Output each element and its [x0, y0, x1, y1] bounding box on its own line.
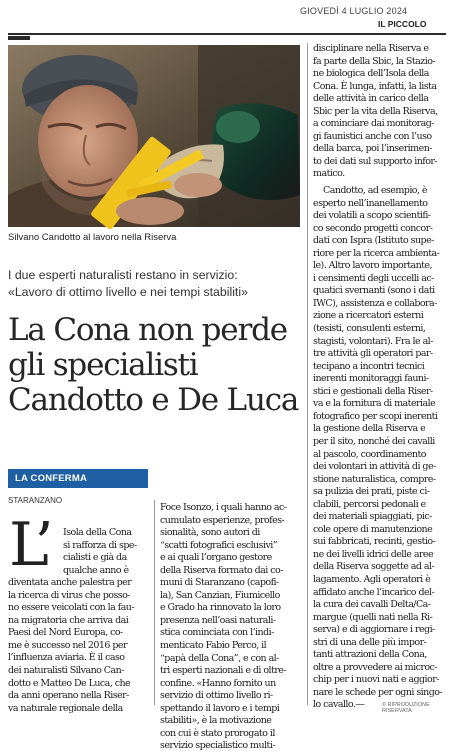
body-text-line: affidato anche l’incarico del- [313, 586, 435, 598]
body-text-line: tri esperti nazionali e di oltre- [160, 665, 287, 677]
body-text-line: sionalità, sono autori di [160, 527, 260, 539]
body-text-line: i censimenti degli uccelli ac- [313, 272, 434, 284]
body-text-line: della barca, poi l’inserimen- [313, 143, 432, 155]
body-text-line: ne dei livelli idrici delle aree [313, 548, 434, 560]
body-text-line: sui fabbricati, recinti, gestio- [313, 536, 436, 548]
body-text-line: qualche anno è [63, 564, 129, 576]
body-text-line: a cominciare dai monitorag- [313, 118, 434, 130]
body-text-line: Cona. È lunga, infatti, la lista [313, 80, 437, 92]
header-accent-bar [8, 36, 30, 40]
body-text-line: oltre a provvedere ai microc- [313, 661, 437, 673]
body-column-2 [160, 502, 303, 753]
body-text-line: dei materiali spiaggiati, pic- [313, 511, 432, 523]
body-text-line: nare le schede per ogni singo- [313, 686, 443, 698]
body-text-line: to dei dati sul supporto infor- [313, 155, 438, 167]
body-text-line: “papà della Cona”, e con al- [160, 652, 279, 664]
column-divider [154, 500, 155, 705]
article-photo [8, 45, 300, 227]
body-text-line: si rafforza di spe- [63, 539, 137, 551]
body-text-line: IWC), assistenza e collabora- [313, 297, 437, 309]
headline-line: gli specialisti [8, 347, 198, 383]
body-text-line: gi faunistici anche con l’uso [313, 130, 432, 142]
body-text-line: menticato Fabio Perco, il [160, 640, 267, 652]
body-text-line: l’influenza aviaria. È il caso [8, 652, 125, 664]
body-text-line: Isola della Cona [63, 527, 132, 538]
body-text-line: Sbic per la vita della Riserva, [313, 105, 438, 117]
body-text-line: sa pulizia dei prati, piste ci- [313, 486, 430, 498]
body-text-line: servizio specialistico multi- [160, 740, 275, 752]
body-text-line: confine. «Hanno fornito un [160, 677, 276, 689]
body-text-line: della Riserva formato dai co- [160, 564, 283, 576]
body-text-line: zione a ricercatori esterni [313, 310, 424, 322]
body-text-line: servizio di ottimo livello ri- [160, 690, 273, 702]
body-text-line: serva) e di aggiornare i regi- [313, 624, 435, 636]
copyright-notice: © RIPRODUZIONE RISERVATA [382, 702, 430, 714]
body-text-line: muni di Staranzano (capofi- [160, 577, 279, 589]
body-text-line: da anni operano nella Riser- [8, 690, 129, 702]
body-text-line: la ricerca di virus che posso- [8, 589, 130, 601]
body-text-line: stabiliti», è la motivazione [160, 715, 272, 727]
body-text-line: dotto e Matteo De Luca, che [8, 677, 131, 689]
body-text-line: chip per i nuovi nati e aggior- [313, 674, 439, 686]
body-text-line: stri di una delle più impor- [313, 636, 427, 648]
body-text-line: e ai quali l’organo gestore [160, 552, 272, 564]
body-text-line: cole opere di manutenzione [313, 523, 433, 535]
body-text-line: la gestione della Riserva e [313, 423, 426, 435]
body-text-line: lo cavallo.— [313, 699, 365, 711]
body-text-line: va e la fornitura di materiale [313, 398, 436, 410]
body-text-line: fotografico per scopi inerenti [313, 410, 438, 422]
body-text-line: matico. [313, 168, 345, 180]
article-headline [8, 313, 308, 418]
body-text-line: le). Altro lavoro importante, [313, 260, 432, 272]
body-text-line: tanti attrazioni della Cona, [313, 649, 427, 661]
body-text-line: per il sito, nonché dei cavalli [313, 435, 435, 447]
body-text-line: tre attività gli operatori par- [313, 348, 433, 360]
issue-date: GIOVEDÌ 4 LUGLIO 2024 [300, 6, 408, 16]
body-text-line: della Riserva soggette ad al- [313, 561, 435, 573]
kicker-line: I due esperti naturalisti restano in servizio: [8, 268, 238, 282]
body-text-line: diventata anche palestra per [8, 577, 132, 589]
body-text-line: tecipano a incontri tecnici [313, 360, 425, 372]
body-text-line: fa parte della Sbic, la Stazio- [313, 55, 436, 67]
body-text-line: Candotto, ad esempio, è [323, 185, 427, 197]
body-text-line: e Grado ha rinnovato la loro [160, 602, 281, 614]
body-text-line: dei naturalisti Silvano Can- [8, 665, 124, 677]
body-text-line: lagamento. Agli operatori è [313, 573, 431, 585]
body-text-line: dei volatili a scopo scientifi- [313, 210, 431, 222]
header-rule [8, 33, 446, 35]
body-text-line: la), San Canzian, Fiumicello [160, 589, 280, 601]
body-text-line: riore per la ricerca ambienta- [313, 247, 440, 259]
dateline: STARANZANO [8, 496, 63, 505]
body-text-line: na migratoria che arriva dai [8, 614, 129, 626]
body-text-line: la cura dei cavalli Delta/Ca- [313, 599, 431, 611]
body-text-line: “scatti fotografici esclusivi” [160, 539, 278, 551]
body-text-line: me è successo nel 2016 per [8, 639, 127, 651]
body-text-line: co secondo progetti concor- [313, 222, 433, 234]
body-text-line: dati con Ispra (Istituto supe- [313, 235, 434, 247]
body-text-line: no essere veicolati con la fau- [8, 602, 135, 614]
body-text-line: va naturale regionale della [8, 702, 123, 714]
body-text-line: esperto nell’inanellamento [313, 197, 428, 209]
body-text-line: ne biologica dell’Isola della [313, 68, 429, 80]
body-text-line: presenza nell’oasi naturali- [160, 614, 276, 626]
body-text-line: Foce Isonzo, i quali hanno ac- [160, 502, 287, 513]
body-text-line: stici e gestionali della Riser- [313, 385, 433, 397]
body-text-line: stione naturalistica, compre- [313, 473, 436, 485]
body-column-3 [313, 43, 453, 712]
headline-line: La Cona non perde [8, 312, 287, 348]
body-text-line: cialisti e già da [63, 552, 127, 564]
body-text-line: stagisti, volontari). Fra le al- [313, 335, 433, 347]
photo-illustration [8, 45, 300, 227]
body-text-line: al pascolo, coordinamento [313, 448, 426, 460]
photo-caption: Silvano Candotto al lavoro nella Riserva [8, 232, 177, 243]
article-kicker [8, 267, 308, 301]
body-text-line: Paesi del Nord Europa, co- [8, 627, 123, 639]
drop-cap: L’ [9, 510, 54, 580]
body-text-line: inerenti monitoraggi fauni- [313, 373, 429, 385]
body-text-line: cumulato esperienze, profes- [160, 514, 285, 526]
body-text-line: stica cominciata con l’indi- [160, 627, 274, 639]
publication-name: IL PICCOLO [378, 19, 427, 29]
body-text-line: quatici svernanti (sono i dati [313, 285, 435, 297]
column-divider [307, 43, 308, 705]
section-tag: LA CONFERMA [8, 469, 148, 488]
body-text-line: dei volontari in attività di ge- [313, 461, 436, 473]
body-text-line: spettando il lavoro e i tempi [160, 702, 280, 714]
body-text-line: margue (quelli nati nella Ri- [313, 611, 433, 623]
body-text-line: con cui è stato prorogato il [160, 727, 275, 739]
body-text-line: disciplinare nella Riserva e [313, 43, 429, 54]
headline-line: Candotto e De Luca [8, 382, 299, 418]
kicker-line: «Lavoro di ottimo livello e nei tempi stabiliti» [8, 285, 248, 299]
body-text-line: clabili, percorsi pedonali e [313, 498, 426, 510]
body-text-line: delle attività in carico della [313, 93, 429, 105]
body-text-line: (tesisti, consulenti esterni, [313, 323, 426, 335]
body-column-1 [8, 527, 148, 715]
